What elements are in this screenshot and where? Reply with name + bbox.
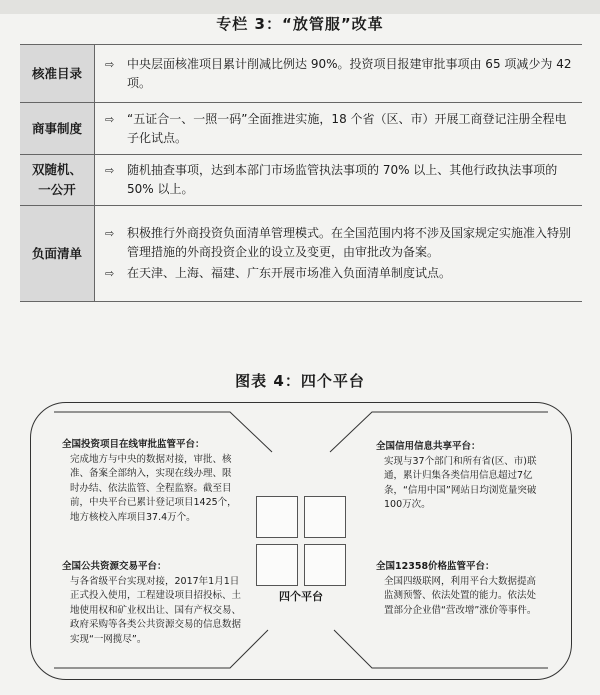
diamond-arrow-icon: ⇨ (105, 267, 115, 280)
diamond-arrow-icon: ⇨ (105, 57, 115, 71)
category-cell: 负面清单 (20, 206, 95, 302)
category-cell: 商事制度 (20, 103, 95, 155)
platform-credit: 全国信用信息共享平台： 实现与37个部门和所有省(区、市)联通，累计归集各类信用信息超过7亿条，“信用中国”网站日均浏览量突破100万次。 (376, 441, 537, 510)
platform-price: 全国12358价格监管平台： 全国四级联网，利用平台大数据提高监测预警、依法处置的能力。依法处置部分企业借“营改增”涨价等事件。 (376, 561, 537, 616)
diamond-arrow-icon: ⇨ (105, 164, 115, 177)
list-item: ⇨ 在天津、上海、福建、广东开展市场准入负面清单制度试点。 (105, 264, 572, 283)
diamond-arrow-icon: ⇨ (105, 112, 115, 126)
list-item: ⇨ 中央层面核准项目累计削减比例达 90%。投资项目报建审批事项由 65 项减少为 42 项。 (105, 56, 572, 90)
four-square-icon (256, 496, 346, 586)
figure-title: 图表 4：四个平台 (235, 372, 365, 390)
platform-investment: 全国投资项目在线审批监管平台： 完成地方与中央的数据对接，审批、核准、备案全部纳入，实现在线办理、限时办结、依法监管、全程监察。截至目前，中央平台已累计登记项目1425个，地方核校入库项目37.4万个。 (62, 439, 237, 523)
category-cell: 核准目录 (20, 45, 95, 103)
list-item: ⇨ “五证合一、一照一码”全面推进实施，18 个省（区、市）开展工商登记注册全程电子化试点。 (105, 111, 567, 145)
category-cell: 双随机、 一公开 (20, 155, 95, 206)
diamond-arrow-icon: ⇨ (105, 227, 115, 240)
connector-line (334, 630, 548, 668)
center-label: 四个平台 (279, 590, 323, 603)
section-title: 专栏 3：“放管服”改革 (216, 15, 384, 33)
list-item: ⇨ 随机抽查事项，达到本部门市场监管执法事项的 70% 以上、其他行政执法事项的 50% 以上。 (105, 163, 558, 196)
list-item: ⇨ 积极推行外商投资负面清单管理模式。在全国范围内将不涉及国家规定实施准入特别管理措施的外商投资企业的设立及变更，由审批改为备案。 (105, 226, 572, 259)
platform-public-resource: 全国公共资源交易平台： 与各省级平台实现对接，2017年1月1日正式投入使用，工程建设项目招投标、土地使用权和矿业权出让、国有产权交易、政府采购等各类公共资源交易的信息数据实现“一网揽尽”。 (62, 561, 242, 645)
